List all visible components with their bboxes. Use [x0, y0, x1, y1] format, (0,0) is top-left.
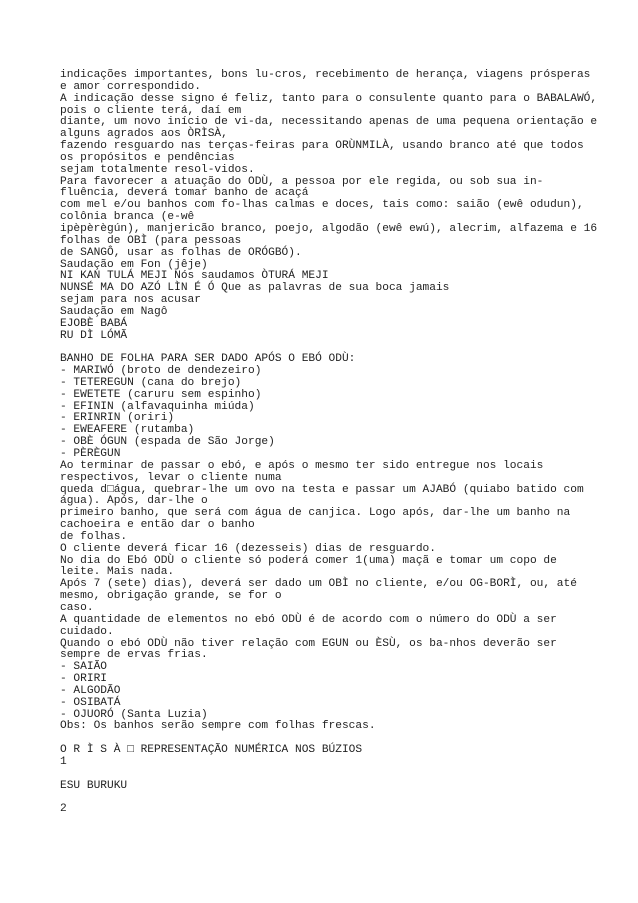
text-line: indicações importantes, bons lu-cros, recebimento de herança, viagens prósperas	[60, 69, 591, 81]
text-line: - EWETETE (caruru sem espinho)	[60, 388, 262, 401]
text-line: - EFININ (alfavaquinha miúda)	[60, 400, 255, 413]
text-line: Quando o ebó ODÙ não tiver relação com EGUN ou ÈSÙ, os ba-nhos deverão ser	[60, 637, 557, 650]
text-line: O cliente deverá ficar 16 (dezesseis) dias de resguardo.	[60, 542, 436, 555]
text-line: - SAIÃO	[60, 661, 107, 674]
text-line: água). Após, dar-lhe o	[60, 495, 208, 508]
text-line: fazendo resguardo nas terças-feiras para ORÙNMILÀ, usando branco até que todos	[60, 140, 584, 153]
text-line: sejam totalmente resol-vidos.	[60, 163, 255, 176]
text-line: respectivos, levar o cliente numa	[60, 471, 282, 484]
text-line: Para favorecer a atuação do ODÙ, a pessoa por ele regida, ou sob sua in-	[60, 175, 544, 188]
text-line: leite. Mais nada.	[60, 566, 175, 579]
text-line: alguns agrados aos ÒRÌSÀ,	[60, 128, 228, 141]
text-line: Obs: Os banhos serão sempre com folhas frescas.	[60, 720, 376, 733]
text-line: queda d□água, quebrar-lhe um ovo na testa e passar um AJABÓ (quiabo batido com	[60, 483, 584, 496]
text-line: pois o cliente terá, daí em	[60, 104, 242, 117]
text-line: ipèpèrègún), manjericão branco, poejo, algodão (ewê ewú), alecrim, alfazema e 16	[60, 222, 598, 235]
blank-line	[60, 769, 620, 781]
text-line: - OBÈ ÓGUN (espada de São Jorge)	[60, 436, 275, 449]
text-line: NI KAN TULÁ MEJI Nós saudamos ÒTURÁ MEJI	[60, 270, 329, 283]
text-line: cuidado.	[60, 625, 114, 638]
text-line: EJOBÈ BABÁ	[60, 317, 128, 330]
blank-line	[60, 792, 620, 804]
text-line: com mel e/ou banhos com fo-lhas calmas e doces, tais como: saião (ewê odudun),	[60, 199, 584, 212]
text-line: A quantidade de elementos no ebó ODÙ é de acordo com o número do ODÙ a ser	[60, 613, 557, 626]
text-line: cachoeira e então dar o banho	[60, 519, 255, 532]
text-line: fluência, deverá tomar banho de acaçá	[60, 187, 309, 200]
text-line: - PÈRÈGUN	[60, 448, 121, 460]
text-line: RU DÌ LÓMÃ	[60, 329, 128, 342]
text-line: os propósitos e pendências	[60, 151, 235, 164]
text-line: NUNSÉ MA DO AZÓ LÌN É Ó Que as palavras de sua boca jamais	[60, 282, 450, 295]
text-line: - OSIBATÁ	[60, 696, 121, 709]
text-line: Ao terminar de passar o ebó, e após o mesmo ter sido entregue nos locais	[60, 459, 544, 472]
text-line: - ERINRIN (oriri)	[60, 412, 175, 425]
text-line: No dia do Ebó ODÙ o cliente só poderá comer 1(uma) maçã e tomar um copo de	[60, 554, 557, 567]
text-line: - ALGODÃO	[60, 684, 121, 697]
text-line: Saudação em Nagô	[60, 305, 168, 318]
text-line: Após 7 (sete) dias), deverá ser dado um OBÌ no cliente, e/ou OG-BORÌ, ou, até	[60, 578, 577, 591]
text-line: BANHO DE FOLHA PARA SER DADO APÓS O EBÓ ODÙ:	[60, 353, 356, 366]
text-line: folhas de OBÌ (para pessoas	[60, 234, 242, 247]
text-line: O R Ì S À □ REPRESENTAÇÃO NUMÉRICA NOS BÚZIOS	[60, 744, 363, 757]
text-line: e amor correspondido.	[60, 80, 201, 93]
text-line: - OJUORÓ (Santa Luzia)	[60, 708, 208, 721]
text-line: - TETEREGUN (cana do brejo)	[60, 376, 242, 389]
text-line: mesmo, obrigação grande, se for o	[60, 590, 282, 603]
text-line: - EWEAFERE (rutamba)	[60, 424, 195, 437]
text-line: A indicação desse signo é feliz, tanto para o consulente quanto para o BABALAWÓ,	[60, 92, 598, 105]
text-line: ESU BURUKU	[60, 779, 128, 792]
text-line: 1	[60, 755, 67, 768]
text-line: colônia branca (e-wê	[60, 211, 195, 224]
text-line: de SANGÔ, usar as folhas de ORÓGBÓ).	[60, 246, 302, 259]
text-line: caso.	[60, 601, 94, 614]
text-line: Saudação em Fon (jêje)	[60, 258, 208, 271]
text-line: sejam para nos acusar	[60, 294, 201, 307]
text-line: sempre de ervas frias.	[60, 649, 208, 662]
text-line: primeiro banho, que será com água de canjica. Logo após, dar-lhe um banho na	[60, 507, 571, 520]
text-line: - MARIWÓ (broto de dendezeiro)	[60, 365, 262, 378]
document-page	[60, 70, 620, 816]
text-line: diante, um novo início de vi-da, necessitando apenas de uma pequena orientação e	[60, 116, 598, 129]
text-line: - ORIRI	[60, 673, 107, 686]
text-line: de folhas.	[60, 530, 128, 543]
text-line: 2	[60, 803, 67, 816]
